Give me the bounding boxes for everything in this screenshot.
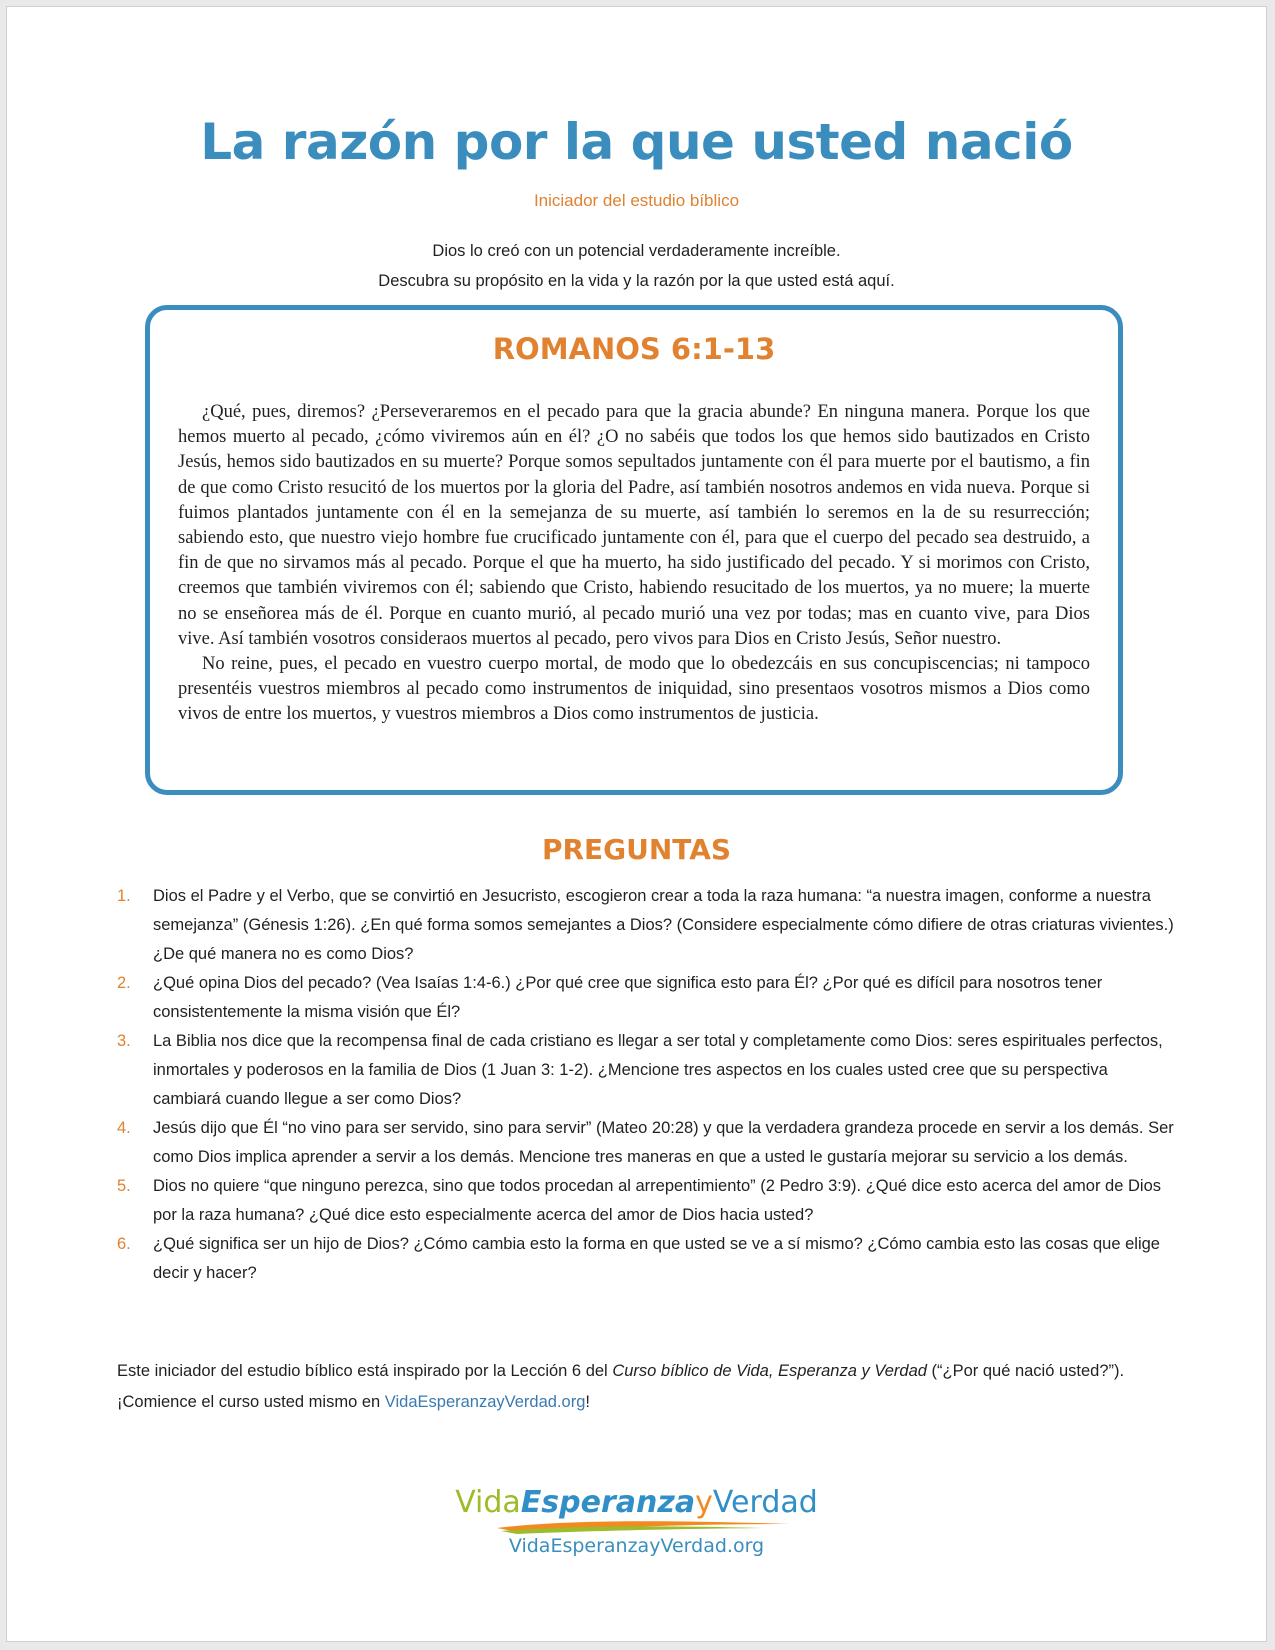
intro-text [7, 236, 1266, 296]
scripture-reference: ROMANOS 6:1-13 [492, 332, 776, 366]
logo-word-vida: Vida [455, 1485, 521, 1520]
question-number: 1. [117, 887, 131, 905]
question-item [115, 969, 1175, 1027]
question-number: 6. [117, 1235, 131, 1253]
footer-note-middle: (“¿Por qué nació usted?”). ¡Comience el curso usted mismo en [117, 1362, 1125, 1411]
question-text: Dios el Padre y el Verbo, que se convirtió en Jesucristo, escogieron crear a toda la raza humana: “a nuestra imagen, conforme a nuestra semejanza” (Génesis 1:26). ¿En qué forma somos semejantes a Dios? (Considere especialmente cómo difiere de otras criaturas vivientes.) ¿De qué manera no es como Dios? [153, 887, 1174, 963]
question-number: 5. [117, 1177, 131, 1195]
question-text: ¿Qué opina Dios del pecado? (Vea Isaías 1:4-6.) ¿Por qué cree que significa esto para Él? ¿Por qué es difícil para nosotros tener consistentemente la misma visión que Él? [153, 974, 1103, 1021]
question-text: Jesús dijo que Él “no vino para ser servido, sino para servir” (Mateo 20:28) y que la verdadera grandeza procede en servir a los demás. Ser como Dios implica aprender a servir a los demás. Mencione tres maneras en que a usted le gustaría mejorar su servicio a los demás. [153, 1119, 1174, 1166]
question-text: La Biblia nos dice que la recompensa final de cada cristiano es llegar a ser total y completamente como Dios: seres espirituales perfectos, inmortales y poderosos en la familia de Dios (1 Juan 3: 1-2). ¿Mencione tres aspectos en los cuales usted cree que su perspectiva cambiará cuando llegue a ser como Dios? [153, 1032, 1163, 1108]
question-item [115, 1027, 1175, 1114]
scripture-box [145, 305, 1123, 795]
footer-note-suffix: ! [585, 1393, 590, 1411]
question-item [115, 1172, 1175, 1230]
scripture-paragraph: No reine, pues, el pecado en vuestro cuerpo mortal, de modo que lo obedezcáis en sus concupiscencias; ni tampoco presentéis vuestros miembros al pecado como instrumentos de iniquidad, sino presentaos vosotros mismos a Dios como vivos de entre los muertos, y vuestros miembros a Dios como instrumentos de justicia. [178, 654, 1090, 725]
footer-note [117, 1356, 1177, 1418]
document-page [6, 6, 1267, 1642]
course-title: Curso bíblico de Vida, Esperanza y Verdad [612, 1362, 927, 1380]
question-item [115, 1114, 1175, 1172]
scripture-text [178, 400, 1090, 728]
page-title: La razón por la que usted nació [200, 113, 1073, 171]
questions-heading: PREGUNTAS [541, 833, 732, 866]
website-link[interactable]: VidaEsperanzayVerdad.org [384, 1393, 586, 1411]
logo-word-y: y [695, 1485, 713, 1520]
question-number: 3. [117, 1032, 131, 1050]
logo-word-verdad: Verdad [712, 1485, 818, 1520]
brand-logo [7, 1483, 1266, 1573]
logo-word-esperanza: Esperanza [520, 1485, 696, 1520]
question-item [115, 1230, 1175, 1288]
scripture-paragraph: ¿Qué, pues, diremos? ¿Perseveraremos en el pecado para que la gracia abunde? En ninguna manera. Porque los que hemos muerto al pecado, ¿cómo viviremos aún en él? ¿O no sabéis que todos los que hemos sido bautizados en Cristo Jesús, hemos sido bautizados en su muerte? Porque somos sepultados juntamente con él para muerte por el bautismo, a fin de que como Cristo resucitó de los muertos por la gloria del Padre, así también nosotros andemos en vida nueva. Porque si fuimos plantados juntamente con él en la semejanza de su muerte, así también lo seremos en la de su resurrección; sabiendo esto, que nuestro viejo hombre fue crucificado juntamente con él, para que el cuerpo del pecado sea destruido, a fin de que no sirvamos más al pecado. Porque el que ha muerto, ha sido justificado del pecado. Y si morimos con Cristo, creemos que también viviremos con él; sabiendo que Cristo, habiendo resucitado de los muertos, ya no muere; la muerte no se enseñorea más de él. Porque en cuanto murió, al pecado murió una vez por todas; mas en cuanto vive, para Dios vive. Así también vosotros consideraos muertos al pecado, pero vivos para Dios en Cristo Jesús, Señor nuestro. [178, 402, 1090, 649]
intro-line: Dios lo creó con un potencial verdaderamente increíble. [432, 242, 841, 260]
question-text: ¿Qué significa ser un hijo de Dios? ¿Cómo cambia esto la forma en que usted se ve a sí mismo? ¿Cómo cambia esto las cosas que elige decir y hacer? [153, 1235, 1160, 1282]
intro-line: Descubra su propósito en la vida y la razón por la que usted está aquí. [378, 272, 895, 290]
question-item [115, 882, 1175, 969]
question-number: 2. [117, 974, 131, 992]
questions-list [115, 882, 1175, 1288]
question-number: 4. [117, 1119, 131, 1137]
question-text: Dios no quiere “que ninguno perezca, sino que todos procedan al arrepentimiento” (2 Pedro 3:9). ¿Qué dice esto acerca del amor de Dios por la raza humana? ¿Qué dice esto especialmente acerca del amor de Dios hacia usted? [153, 1177, 1161, 1224]
logo-swoosh-icon [493, 1515, 793, 1535]
logo-url[interactable]: VidaEsperanzayVerdad.org [508, 1535, 765, 1557]
footer-note-prefix: Este iniciador del estudio bíblico está inspirado por la Lección 6 del [117, 1362, 613, 1380]
page-subtitle: Iniciador del estudio bíblico [533, 191, 740, 210]
